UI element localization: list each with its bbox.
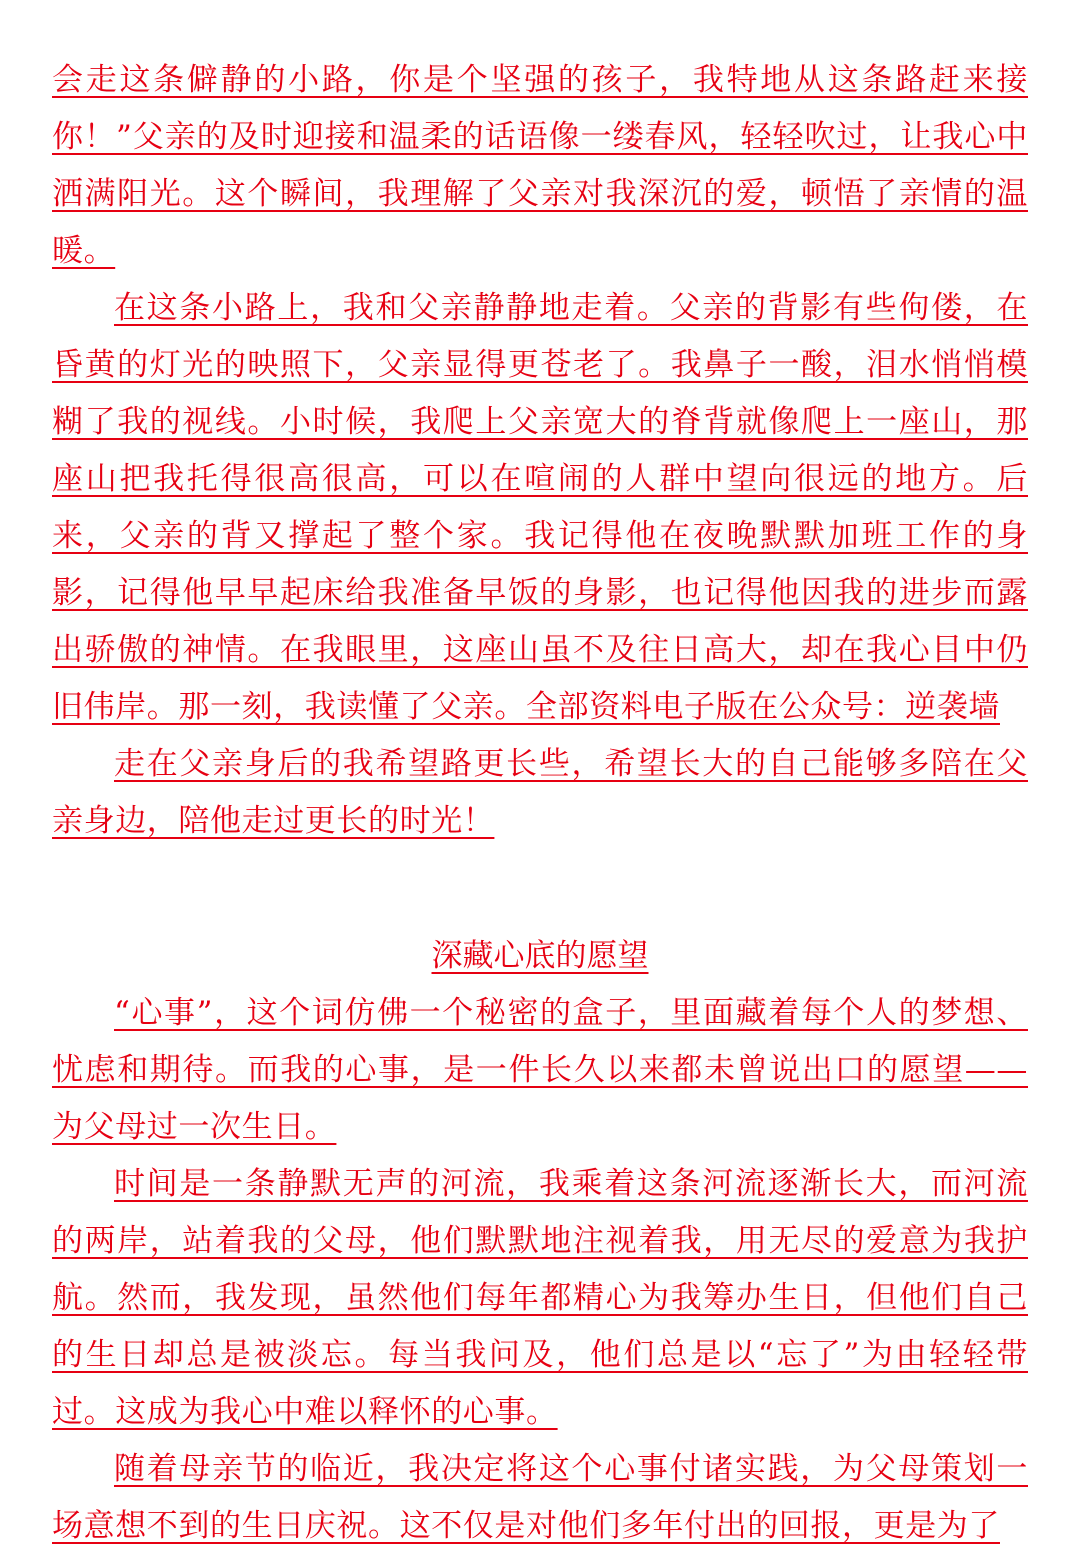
paragraph-2: 在这条小路上，我和父亲静静地走着。父亲的背影有些佝偻，在昏黄的灯光的映照下，父亲显得更苍老了。我鼻子一酸，泪水悄悄模糊了我的视线。小时候，我爬上父亲宽大的脊背就像爬上一座山，那座山把我托得很高很高，可以在喧闹的人群中望向很远的地方。后来，父亲的背又撑起了整个家。我记得他在夜晚默默加班工作的身影，记得他早早起床给我准备早饭的身影，也记得他因我的进步而露出骄傲的神情。在我眼里，这座山虽不及往日高大，却在我心目中仍旧伟岸。那一刻，我读懂了父亲。全部资料电子版在公众号：逆袭墙: [52, 290, 1028, 725]
paragraph-1: 会走这条僻静的小路，你是个坚强的孩子，我特地从这条路赶来接你！”父亲的及时迎接和温柔的话语像一缕春风，轻轻吹过，让我心中洒满阳光。这个瞬间，我理解了父亲对我深沉的爱，顿悟了亲情的温暖。: [52, 62, 1028, 269]
paragraph-4: “心事”，这个词仿佛一个秘密的盒子，里面藏着每个人的梦想、忧虑和期待。而我的心事，是一件长久以来都未曾说出口的愿望——为父母过一次生日。: [52, 995, 1028, 1145]
paragraph-5: 时间是一条静默无声的河流，我乘着这条河流逐渐长大，而河流的两岸，站着我的父母，他们默默地注视着我，用无尽的爱意为我护航。然而，我发现，虽然他们每年都精心为我筹办生日，但他们自己的生日却总是被淡忘。每当我问及，他们总是以“忘了”为由轻轻带过。这成为我心中难以释怀的心事。: [52, 1166, 1028, 1430]
section-spacer: [52, 850, 1028, 928]
paragraph-3: 走在父亲身后的我希望路更长些，希望长大的自己能够多陪在父亲身边，陪他走过更长的时光！: [52, 746, 1028, 839]
essay-title: 深藏心底的愿望: [431, 938, 649, 974]
paragraph-6: 随着母亲节的临近，我决定将这个心事付诸实践，为父母策划一场意想不到的生日庆祝。这不仅是对他们多年付出的回报，更是为了: [52, 1451, 1028, 1544]
